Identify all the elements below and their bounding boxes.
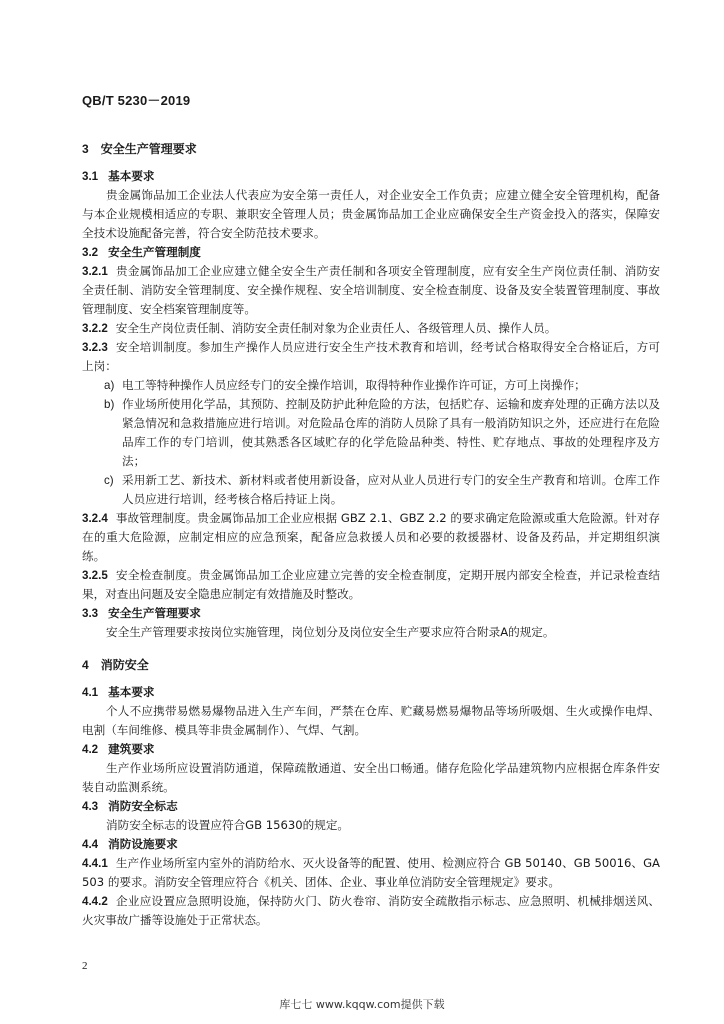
section-4-2-text: 生产作业场所应设置消防通道，保障疏散通道、安全出口畅通。储存危险化学品建筑物内应根据仓库条件安装自动监测系统。	[82, 761, 660, 794]
section-title: 消防安全标志	[108, 799, 178, 813]
list-marker: b)	[104, 398, 115, 411]
section-title: 建筑要求	[108, 742, 155, 756]
clause-text: 安全培训制度。参加生产操作人员应进行安全生产技术教育和培训，经考试合格取得安全合格证后，方可上岗：	[82, 340, 660, 373]
section-4-1-heading	[82, 683, 660, 702]
section-number: 4	[82, 658, 89, 672]
section-number: 4.2	[82, 743, 99, 756]
section-4-heading	[82, 656, 660, 675]
section-3-1-text: 贵金属饰品加工企业法人代表应为安全第一责任人，对企业安全工作负责；应建立健全安全管理机构，配备与本企业规模相适应的专职、兼职安全管理人员；贵金属饰品加工企业应确保安全生产资金投入的落实，保障安全技术设施配备完善，符合安全防范技术要求。	[82, 188, 660, 240]
section-number: 3.3	[82, 607, 99, 620]
section-4-1-text: 个人不应携带易燃易爆物品进入生产车间，严禁在仓库、贮藏易燃易爆物品等场所吸烟、生火或操作电焊、电割（车间维修、模具等非贵金属制作）、气焊、气割。	[82, 704, 660, 737]
section-title: 基本要求	[108, 169, 155, 183]
list-marker: a)	[104, 379, 115, 392]
clause-text: 事故管理制度。贵金属饰品加工企业应根据 GBZ 2.1、GBZ 2.2 的要求确定危险源或重大危险源。针对存在的重大危险源，应制定相应的应急预案，配备应急救援人员和必要的救援器材、设备及药品，并定期组织演练。	[82, 511, 660, 563]
clause-number: 3.2.3	[82, 341, 108, 354]
section-3-3-text: 安全生产管理要求按岗位实施管理，岗位划分及岗位安全生产要求应符合附录A的规定。	[106, 625, 555, 639]
section-3-3-heading	[82, 604, 660, 623]
clause-3-2-1	[82, 262, 660, 319]
list-item-b	[82, 395, 660, 471]
list-item-text: 作业场所使用化学品，其预防、控制及防护此种危险的方法，包括贮存、运输和废弃处理的正确方法以及紧急情况和急救措施应进行培训。对危险品仓库的消防人员除了具有一般消防知识之外，还应进行在危险品库工作的专门培训，使其熟悉各区域贮存的化学危险品种类、特性、贮存地点、事故的处理程序及方法；	[122, 397, 660, 468]
section-4-3-text: 消防安全标志的设置应符合GB 15630的规定。	[106, 818, 350, 832]
list-item-text: 电工等特种操作人员应经专门的安全操作培训，取得特种作业操作许可证，方可上岗操作；	[122, 378, 586, 392]
section-number: 3.1	[82, 170, 99, 183]
clause-3-2-3	[82, 338, 660, 376]
list-item-c	[82, 471, 660, 509]
standard-code: QB/T 5230－2019	[82, 93, 191, 108]
section-number: 3	[82, 142, 89, 156]
list-item-text: 采用新工艺、新技术、新材料或者使用新设备，应对从业人员进行专门的安全生产教育和培训。仓库工作人员应进行培训，经考核合格后持证上岗。	[122, 473, 660, 506]
clause-number: 3.2.4	[82, 512, 108, 525]
section-3-heading	[82, 140, 660, 159]
section-number: 4.3	[82, 800, 99, 813]
clause-number: 3.2.2	[82, 322, 108, 335]
clause-4-4-1	[82, 854, 660, 892]
section-title: 消防安全	[100, 658, 149, 672]
section-4-2-heading	[82, 740, 660, 759]
section-number: 4.4	[82, 838, 99, 851]
document-body	[82, 132, 660, 930]
section-3-1-heading	[82, 167, 660, 186]
clause-text: 安全生产岗位责任制、消防安全责任制对象为企业责任人、各级管理人员、操作人员。	[115, 321, 557, 335]
section-title: 安全生产管理制度	[108, 245, 201, 259]
section-number: 4.1	[82, 686, 99, 699]
section-number: 3.2	[82, 246, 99, 259]
clause-3-2-4	[82, 509, 660, 566]
clause-text: 生产作业场所室内室外的消防给水、灭火设备等的配置、使用、检测应符合 GB 50140、GB 50016、GA 503 的要求。消防安全管理应符合《机关、团体、企业、事业单位消防安全管理规定》要求。	[82, 856, 660, 889]
clause-number: 4.4.2	[82, 895, 108, 908]
list-marker: c)	[104, 474, 114, 487]
section-title: 安全生产管理要求	[100, 142, 197, 156]
clause-number: 3.2.1	[82, 265, 108, 278]
clause-text: 贵金属饰品加工企业应建立健全安全生产责任制和各项安全管理制度，应有安全生产岗位责任制、消防安全责任制、消防安全管理制度、安全操作规程、安全培训制度、安全检查制度、设备及安全装置管理制度、事故管理制度、安全档案管理制度等。	[82, 264, 660, 316]
download-watermark: 库七七 www.kqqw.com提供下载	[279, 998, 445, 1011]
section-3-2-heading	[82, 243, 660, 262]
section-title: 基本要求	[108, 685, 155, 699]
clause-text: 企业应设置应急照明设施，保持防火门、防火卷帘、消防安全疏散指示标志、应急照明、机械排烟送风、火灾事故广播等设施处于正常状态。	[82, 894, 660, 927]
clause-text: 安全检查制度。贵金属饰品加工企业应建立完善的安全检查制度，定期开展内部安全检查，并记录检查结果，对查出问题及安全隐患应制定有效措施及时整改。	[82, 568, 660, 601]
clause-3-2-2	[82, 319, 660, 338]
clause-4-4-2	[82, 892, 660, 930]
page-number: 2	[82, 960, 88, 972]
section-4-3-heading	[82, 797, 660, 816]
clause-3-2-5	[82, 566, 660, 604]
list-item-a	[82, 376, 660, 395]
section-title: 安全生产管理要求	[108, 606, 201, 620]
clause-number: 3.2.5	[82, 569, 108, 582]
clause-number: 4.4.1	[82, 857, 108, 870]
section-4-4-heading	[82, 835, 660, 854]
section-title: 消防设施要求	[108, 837, 178, 851]
